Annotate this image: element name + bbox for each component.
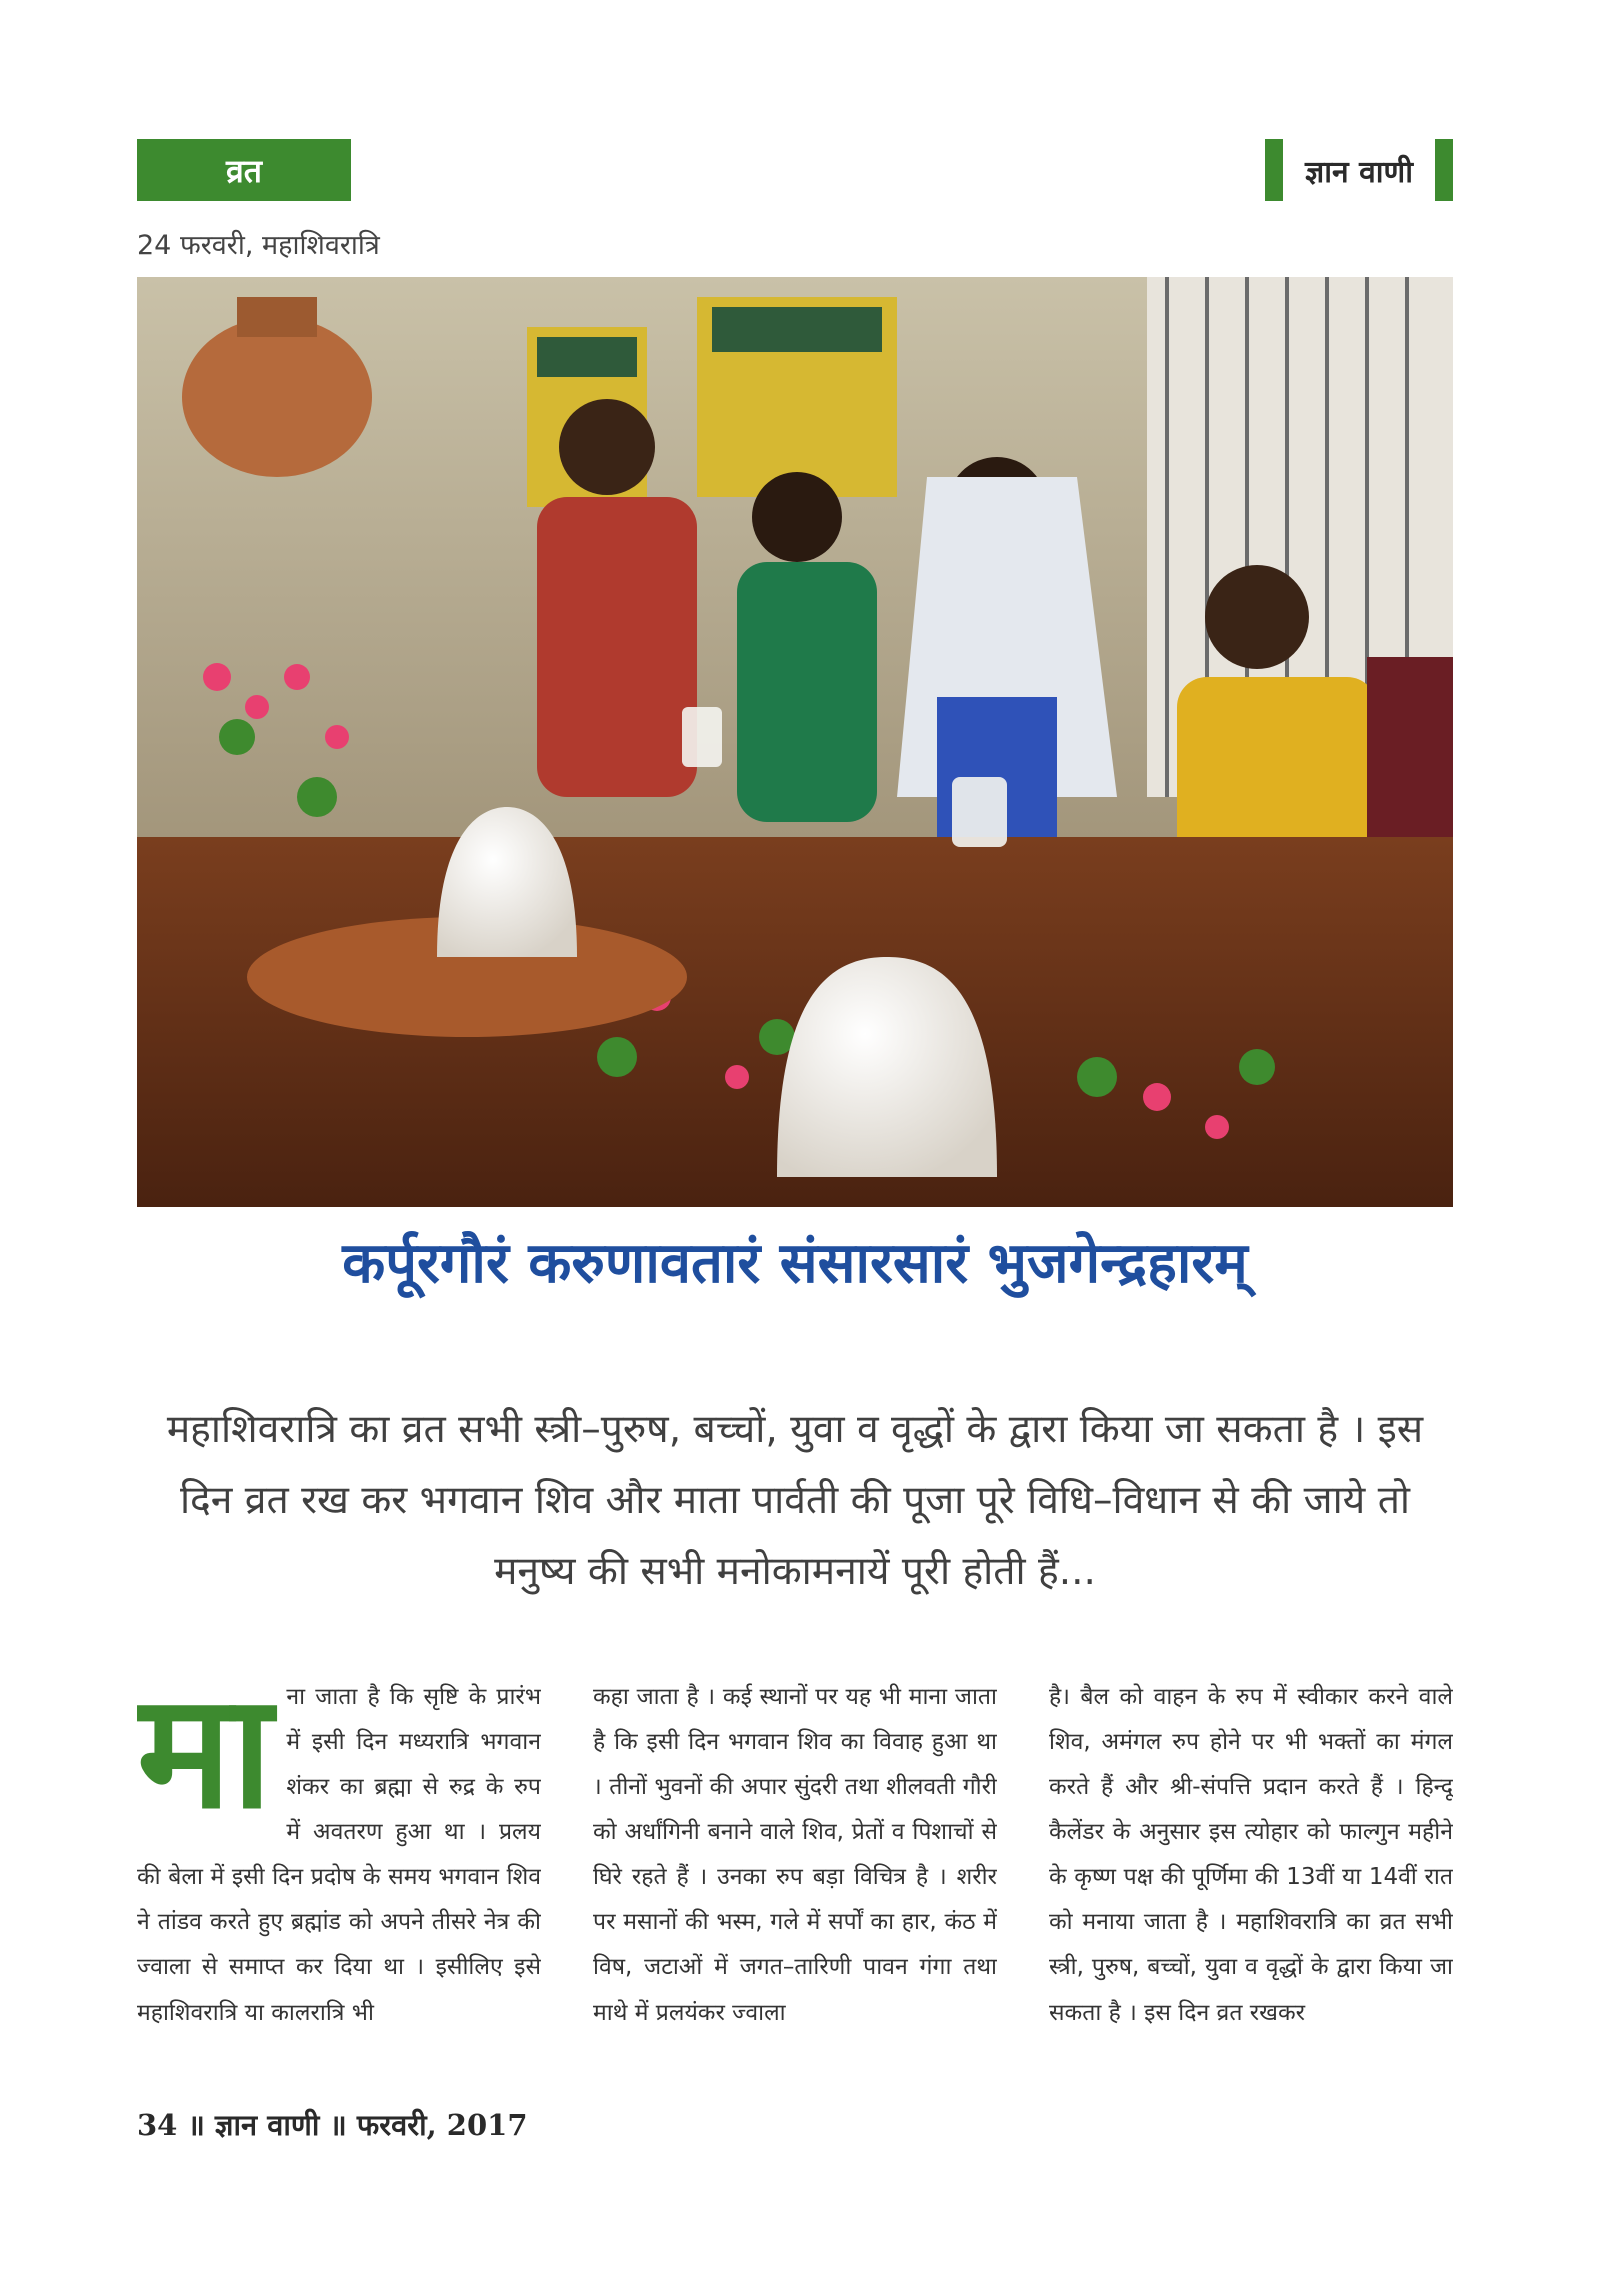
- column-2-text: कहा जाता है । कई स्थानों पर यह भी माना जाता है कि इसी दिन भगवान शिव का विवाह हुआ था । तीनों भुवनों की अपार सुंदरी तथा शीलवती गौरी को अर्धांगिनी बनाने वाले शिव, प्रेतों व पिशाचों से घिरे रहते हैं । उनका रुप बड़ा विचित्र है । शरीर पर मसानों की भस्म, गले में सर्पों का हार, कंठ में विष, जटाओं में जगत–तारिणी पावन गंगा तथा माथे में प्रलयंकर ज्वाला: [593, 1684, 997, 2026]
- column-1-text: ना जाता है कि सृष्टि के प्रारंभ में इसी दिन मध्यरात्रि भगवान शंकर का ब्रह्मा से रुद्र के रुप में अवतरण हुआ था । प्रलय की बेला में इसी दिन प्रदोष के समय भगवान शिव ने तांडव करते हुए ब्रह्मांड को अपने तीसरे नेत्र की ज्वाला से समाप्त कर दिया था । इसीलिए इसे महाशिवरात्रि या कालरात्रि भी: [137, 1684, 541, 2026]
- drop-cap: मा: [137, 1675, 273, 1844]
- dateline: 24 फरवरी, महाशिवरात्रि: [137, 230, 380, 261]
- intro-paragraph: महाशिवरात्रि का व्रत सभी स्त्री–पुरुष, बच्चों, युवा व वृद्धों के द्वारा किया जा सकता है । इस दिन व्रत रख कर भगवान शिव और माता पार्वती की पूजा पूरे विधि–विधान से की जाये तो मनुष्य की सभी मनोकामनायें पूरी होती हैं...: [166, 1407, 1424, 1594]
- page-footer: 34 ॥ ज्ञान वाणी ॥ फरवरी, 2017: [137, 2108, 528, 2142]
- column-1: [137, 1675, 541, 2090]
- photo-illustration: [137, 277, 1453, 1207]
- column-3-text: है। बैल को वाहन के रुप में स्वीकार करने वाले शिव, अमंगल रुप होने पर भी भक्तों का मंगल करते हैं और श्री-संपत्ति प्रदान करते हैं । हिन्दू कैलेंडर के अनुसार इस त्योहार को फाल्गुन महीने के कृष्ण पक्ष की पूर्णिमा की 13वीं या 14वीं रात को मनाया जाता है । महाशिवरात्रि का व्रत सभी स्त्री, पुरुष, बच्चों, युवा व वृद्धों के द्वारा किया जा सकता है । इस दिन व्रत रखकर: [1049, 1684, 1453, 2026]
- brand-title: ज्ञान वाणी: [1304, 154, 1413, 190]
- temple-worship-photo: [137, 277, 1453, 1207]
- section-tag: व्रत: [137, 139, 351, 201]
- brand-bar-left: [1265, 139, 1283, 201]
- headline: कर्पूरगौरं करुणावतारं संसारसारं भुजगेन्द्रहारम्: [342, 1231, 1248, 1296]
- column-3: [1049, 1675, 1453, 2090]
- brand-bar-right: [1435, 139, 1453, 201]
- magazine-brand: [1265, 139, 1453, 201]
- column-2: [593, 1675, 997, 2090]
- article-body: [137, 1675, 1453, 2090]
